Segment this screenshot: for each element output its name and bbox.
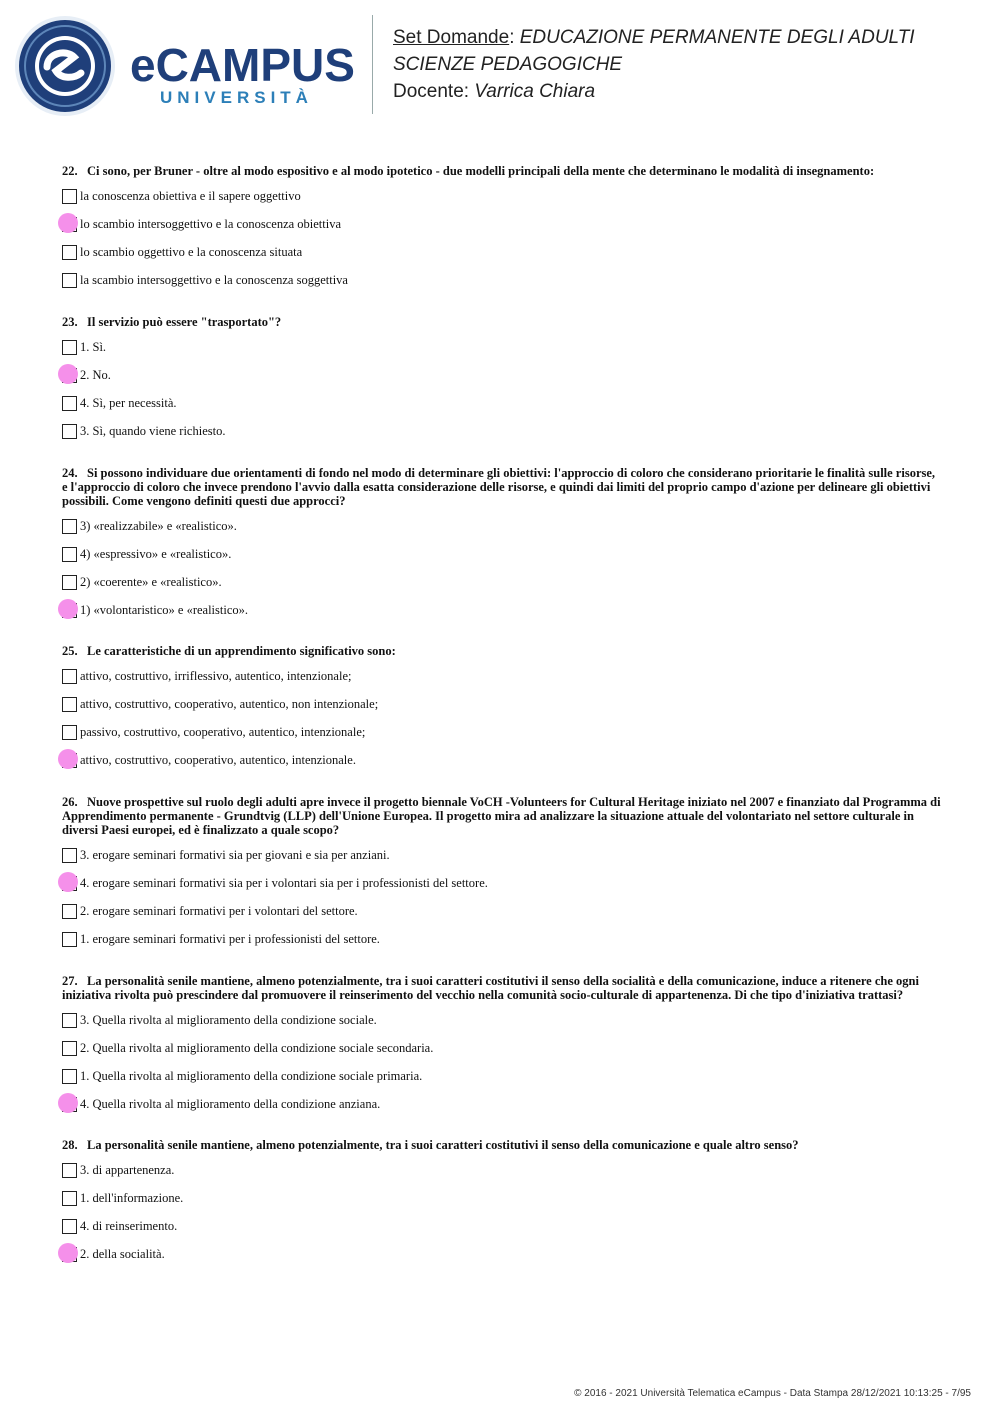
answer-option[interactable]: [62, 847, 942, 875]
set-title-line2: [393, 51, 993, 78]
answer-checkbox[interactable]: [62, 189, 77, 204]
answer-option[interactable]: [62, 1096, 942, 1124]
answer-checkbox[interactable]: [62, 725, 77, 740]
answer-label: 2. erogare seminari formativi per i volontari del settore.: [80, 904, 358, 918]
answer-label: 2. Quella rivolta al miglioramento della condizione sociale secondaria.: [80, 1041, 434, 1055]
question-text: [62, 644, 942, 658]
question-28: [62, 1138, 942, 1274]
question-23: [62, 315, 942, 451]
course-name: EDUCAZIONE PERMANENTE DEGLI ADULTI: [519, 27, 915, 48]
answer-option[interactable]: [62, 1162, 942, 1190]
answer-checkbox[interactable]: [62, 547, 77, 562]
question-number: 23.: [62, 315, 78, 329]
answer-label: 2. No.: [80, 368, 111, 382]
answer-option[interactable]: [62, 367, 942, 395]
answer-option[interactable]: [62, 875, 942, 903]
question-text: [62, 466, 942, 508]
answer-label: attivo, costruttivo, cooperativo, autentico, intenzionale.: [80, 753, 356, 767]
answer-checkbox[interactable]: [62, 519, 77, 534]
answer-label: lo scambio oggettivo e la conoscenza situata: [80, 245, 303, 259]
question-text: [62, 974, 942, 1002]
answer-label: 3. Quella rivolta al miglioramento della condizione sociale.: [80, 1013, 377, 1027]
docente-label: Docente:: [393, 81, 470, 102]
question-text: [62, 1138, 942, 1152]
question-text: [62, 795, 942, 837]
page-header: [0, 0, 1000, 125]
university-seal-logo: [14, 15, 116, 117]
answer-checkbox[interactable]: [62, 1219, 77, 1234]
answer-label: 3. erogare seminari formativi sia per giovani e sia per anziani.: [80, 848, 390, 862]
ecampus-wordmark: [130, 40, 360, 112]
question-25: [62, 644, 942, 780]
header-divider: [372, 15, 373, 114]
answer-label: la conoscenza obiettiva e il sapere oggettivo: [80, 189, 301, 203]
answer-option[interactable]: [62, 903, 942, 931]
answer-checkbox[interactable]: [62, 932, 77, 947]
answer-option[interactable]: [62, 696, 942, 724]
question-number: 25.: [62, 644, 78, 658]
answer-checkbox[interactable]: [62, 1069, 77, 1084]
question-number: 22.: [62, 164, 78, 178]
answer-checkbox[interactable]: [62, 245, 77, 260]
question-27: [62, 974, 942, 1124]
set-title-line1: [393, 24, 993, 51]
question-body: La personalità senile mantiene, almeno potenzialmente, tra i suoi caratteri costitutivi il senso della socialità e della comunicazione, induce a ritenere che ogni iniziativa rivolta può prescindere dal promuovere il reinserimento del vecchio nella comunità socio-culturale di appartenenza. Di che tipo d'iniziativa trattasi?: [62, 974, 919, 1002]
answer-label: 2. della socialità.: [80, 1247, 165, 1261]
question-body: Ci sono, per Bruner - oltre al modo espositivo e al modo ipotetico - due modelli principali della mente che determinano le modalità di insegnamento:: [87, 164, 875, 178]
answer-label: attivo, costruttivo, cooperativo, autentico, non intenzionale;: [80, 697, 379, 711]
answer-label: 4. erogare seminari formativi sia per i volontari sia per i professionisti del settore.: [80, 876, 488, 890]
answer-option[interactable]: [62, 423, 942, 451]
selected-answer-marker: [58, 1243, 78, 1263]
selected-answer-marker: [58, 872, 78, 892]
answer-label: lo scambio intersoggettivo e la conoscenza obiettiva: [80, 217, 342, 231]
selected-answer-marker: [58, 213, 78, 233]
answer-label: 3. Sì, quando viene richiesto.: [80, 424, 226, 438]
answer-label: passivo, costruttivo, cooperativo, autentico, intenzionale;: [80, 725, 366, 739]
answer-option[interactable]: [62, 1190, 942, 1218]
page-footer: © 2016 - 2021 Università Telematica eCampus - Data Stampa 28/12/2021 10:13:25 - 7/95: [574, 1388, 971, 1399]
logo-subtitle: UNIVERSITÀ: [160, 88, 313, 107]
answer-label: 1. erogare seminari formativi per i professionisti del settore.: [80, 932, 380, 946]
docente-name: Varrica Chiara: [474, 81, 596, 102]
question-24: [62, 466, 942, 630]
answer-option[interactable]: [62, 1040, 942, 1068]
answer-option[interactable]: [62, 1218, 942, 1246]
answer-checkbox[interactable]: [62, 424, 77, 439]
question-number: 24.: [62, 466, 78, 480]
logo-name: eCAMPUS: [130, 39, 355, 91]
answer-option[interactable]: [62, 602, 942, 630]
answer-checkbox[interactable]: [62, 848, 77, 863]
question-text: [62, 315, 942, 329]
question-number: 27.: [62, 974, 78, 988]
answer-option[interactable]: [62, 724, 942, 752]
answer-checkbox[interactable]: [62, 1163, 77, 1178]
set-title-line3: [393, 78, 993, 105]
question-body: Il servizio può essere "trasportato"?: [87, 315, 282, 329]
question-body: Le caratteristiche di un apprendimento significativo sono:: [87, 644, 396, 658]
answer-option[interactable]: [62, 216, 942, 244]
answer-option[interactable]: [62, 752, 942, 780]
answer-checkbox[interactable]: [62, 340, 77, 355]
answer-checkbox[interactable]: [62, 396, 77, 411]
set-separator: :: [509, 27, 515, 48]
answer-option[interactable]: [62, 546, 942, 574]
selected-answer-marker: [58, 1093, 78, 1113]
question-body: Nuove prospettive sul ruolo degli adulti apre invece il progetto biennale VoCH -Volunteers for Cultural Heritage iniziato nel 2007 e finanziato dal Programma di Apprendimento permanente - Grundtvig (LLP) dell'Unione Europea. Il progetto mira ad analizzare la situazione attuale del volontariato nel settore culturale in diversi Paesi europei, ed è finalizzato a quale scopo?: [62, 795, 941, 837]
answer-checkbox[interactable]: [62, 1013, 77, 1028]
answer-label: 4. Quella rivolta al miglioramento della condizione anziana.: [80, 1097, 381, 1111]
answer-option[interactable]: [62, 1068, 942, 1096]
question-body: La personalità senile mantiene, almeno potenzialmente, tra i suoi caratteri costitutivi il senso della comunicazione e quale altro senso?: [87, 1138, 799, 1152]
answer-checkbox[interactable]: [62, 1041, 77, 1056]
answer-label: 4) «espressivo» e «realistico».: [80, 547, 232, 561]
answer-option[interactable]: [62, 518, 942, 546]
answer-label: la scambio intersoggettivo e la conoscenza soggettiva: [80, 273, 348, 287]
answer-option[interactable]: [62, 931, 942, 959]
answer-option[interactable]: [62, 339, 942, 367]
answer-label: 3. di appartenenza.: [80, 1163, 175, 1177]
question-body: Si possono individuare due orientamenti di fondo nel modo di determinare gli obiettivi: l'approccio di coloro che considerano prioritarie le finalità sulle risorse, e l'approccio di coloro che invece prendono l'avvio dalla esatta considerazione delle risorse, e quindi dai limiti del proprio campo d'azione per delineare gli obiettivi possibili. Come vengono definiti questi due approcci?: [62, 466, 936, 508]
question-number: 28.: [62, 1138, 78, 1152]
answer-label: 4. di reinserimento.: [80, 1219, 178, 1233]
selected-answer-marker: [58, 364, 78, 384]
selected-answer-marker: [58, 599, 78, 619]
answer-checkbox[interactable]: [62, 904, 77, 919]
answer-option[interactable]: [62, 244, 942, 272]
answer-label: 2) «coerente» e «realistico».: [80, 575, 222, 589]
answer-option[interactable]: [62, 188, 942, 216]
question-22: [62, 164, 942, 300]
answer-label: 1) «volontaristico» e «realistico».: [80, 603, 249, 617]
answer-option[interactable]: [62, 1012, 942, 1040]
course-area: SCIENZE PEDAGOGICHE: [393, 54, 623, 75]
question-number: 26.: [62, 795, 78, 809]
answer-option[interactable]: [62, 272, 942, 300]
answer-option[interactable]: [62, 668, 942, 696]
question-26: [62, 795, 942, 959]
answer-label: 1. Sì.: [80, 340, 107, 354]
answer-option[interactable]: [62, 1246, 942, 1274]
answer-label: 1. dell'informazione.: [80, 1191, 184, 1205]
answer-checkbox[interactable]: [62, 1191, 77, 1206]
answer-option[interactable]: [62, 395, 942, 423]
answer-label: 3) «realizzabile» e «realistico».: [80, 519, 237, 533]
set-label: Set Domande: [393, 27, 510, 48]
answer-checkbox[interactable]: [62, 669, 77, 684]
question-text: [62, 164, 942, 178]
answer-label: 4. Sì, per necessità.: [80, 396, 177, 410]
answer-checkbox[interactable]: [62, 697, 77, 712]
answer-checkbox[interactable]: [62, 575, 77, 590]
set-title: [393, 24, 993, 105]
selected-answer-marker: [58, 749, 78, 769]
answer-label: attivo, costruttivo, irriflessivo, autentico, intenzionale;: [80, 669, 352, 683]
answer-checkbox[interactable]: [62, 273, 77, 288]
answer-label: 1. Quella rivolta al miglioramento della condizione sociale primaria.: [80, 1069, 423, 1083]
answer-option[interactable]: [62, 574, 942, 602]
